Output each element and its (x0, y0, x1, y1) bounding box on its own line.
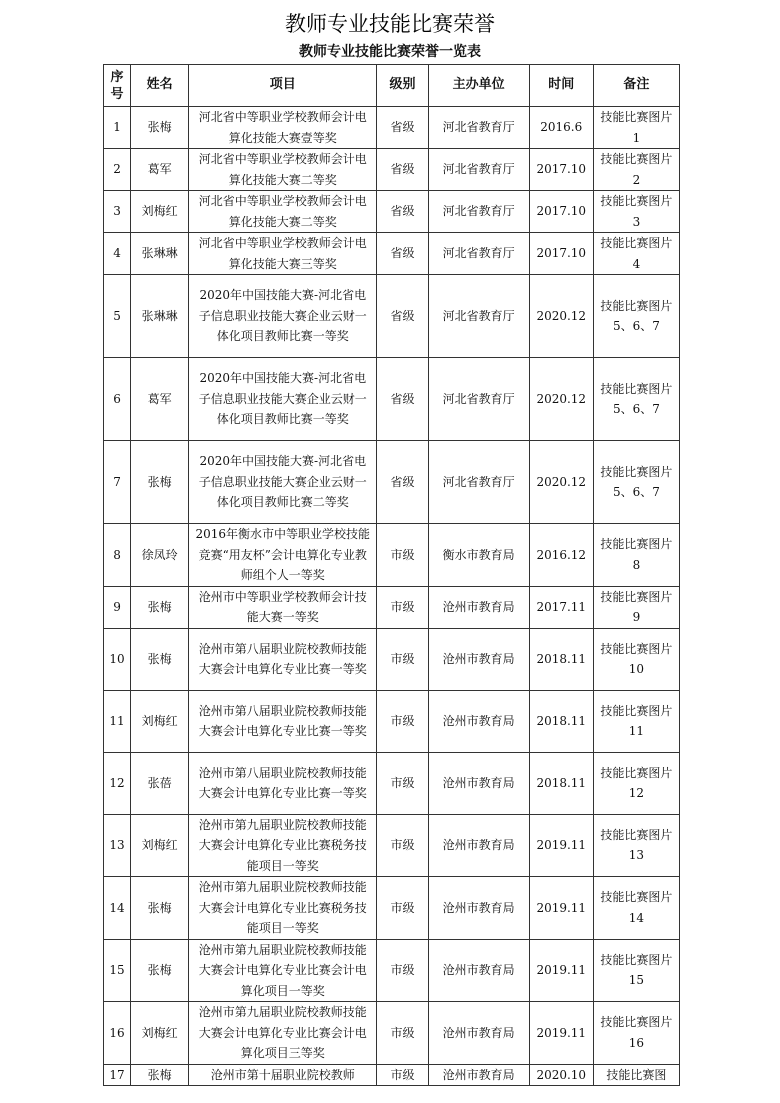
cell-item: 河北省中等职业学校教师会计电算化技能大赛二等奖 (189, 149, 377, 191)
cell-item: 2016年衡水市中等职业学校技能竞赛“用友杯”会计电算化专业教师组个人一等奖 (189, 524, 377, 587)
cell-id: 7 (104, 441, 131, 524)
cell-note: 技能比赛图片10 (593, 628, 679, 690)
cell-note: 技能比赛图片8 (593, 524, 679, 587)
cell-item: 沧州市第八届职业院校教师技能大赛会计电算化专业比赛一等奖 (189, 752, 377, 814)
table-row (104, 191, 680, 233)
cell-level: 市级 (377, 939, 428, 1002)
document-title: 教师专业技能比赛荣誉 (285, 12, 495, 36)
table-row (104, 1064, 680, 1086)
cell-name: 张琳琳 (131, 275, 189, 358)
cell-item: 沧州市第九届职业院校教师技能大赛会计电算化专业比赛会计电算化项目一等奖 (189, 939, 377, 1002)
table-row (104, 233, 680, 275)
table-row (104, 586, 680, 628)
cell-item: 2020年中国技能大赛-河北省电子信息职业技能大赛企业云财一体化项目教师比赛一等奖 (189, 275, 377, 358)
cell-name: 葛军 (131, 149, 189, 191)
table-row (104, 149, 680, 191)
cell-name: 刘梅红 (131, 1002, 189, 1065)
cell-item: 河北省中等职业学校教师会计电算化技能大赛二等奖 (189, 191, 377, 233)
header-item: 项目 (189, 65, 377, 107)
cell-id: 14 (104, 877, 131, 940)
cell-name: 张梅 (131, 586, 189, 628)
cell-time: 2019.11 (529, 939, 593, 1002)
header-level: 级别 (377, 65, 428, 107)
cell-id: 17 (104, 1064, 131, 1086)
cell-level: 市级 (377, 877, 428, 940)
cell-item: 沧州市中等职业学校教师会计技能大赛一等奖 (189, 586, 377, 628)
cell-level: 市级 (377, 1002, 428, 1065)
cell-name: 张梅 (131, 877, 189, 940)
cell-note: 技能比赛图片12 (593, 752, 679, 814)
cell-item: 沧州市第八届职业院校教师技能大赛会计电算化专业比赛一等奖 (189, 628, 377, 690)
cell-level: 省级 (377, 149, 428, 191)
table-body (104, 107, 680, 1086)
cell-time: 2018.11 (529, 690, 593, 752)
cell-level: 省级 (377, 358, 428, 441)
cell-note: 技能比赛图片9 (593, 586, 679, 628)
cell-org: 河北省教育厅 (428, 149, 529, 191)
cell-name: 张蓓 (131, 752, 189, 814)
cell-time: 2017.10 (529, 191, 593, 233)
cell-level: 市级 (377, 814, 428, 877)
cell-org: 沧州市教育局 (428, 877, 529, 940)
cell-time: 2018.11 (529, 752, 593, 814)
cell-note: 技能比赛图片3 (593, 191, 679, 233)
cell-time: 2017.11 (529, 586, 593, 628)
cell-time: 2020.12 (529, 275, 593, 358)
cell-level: 省级 (377, 275, 428, 358)
cell-name: 葛军 (131, 358, 189, 441)
cell-org: 河北省教育厅 (428, 358, 529, 441)
cell-id: 9 (104, 586, 131, 628)
header-id: 序号 (104, 65, 131, 107)
table-row (104, 814, 680, 877)
cell-id: 5 (104, 275, 131, 358)
cell-org: 沧州市教育局 (428, 1002, 529, 1065)
header-name: 姓名 (131, 65, 189, 107)
table-row (104, 690, 680, 752)
cell-item: 河北省中等职业学校教师会计电算化技能大赛壹等奖 (189, 107, 377, 149)
cell-name: 徐凤玲 (131, 524, 189, 587)
cell-level: 省级 (377, 107, 428, 149)
cell-id: 11 (104, 690, 131, 752)
cell-org: 沧州市教育局 (428, 752, 529, 814)
cell-org: 河北省教育厅 (428, 233, 529, 275)
table-row (104, 441, 680, 524)
cell-note: 技能比赛图片4 (593, 233, 679, 275)
cell-item: 沧州市第九届职业院校教师技能大赛会计电算化专业比赛会计电算化项目三等奖 (189, 1002, 377, 1065)
table-caption: 教师专业技能比赛荣誉一览表 (299, 44, 481, 60)
cell-level: 市级 (377, 628, 428, 690)
cell-level: 省级 (377, 191, 428, 233)
cell-time: 2017.10 (529, 233, 593, 275)
cell-note: 技能比赛图片13 (593, 814, 679, 877)
table-row (104, 628, 680, 690)
cell-note: 技能比赛图片14 (593, 877, 679, 940)
cell-org: 沧州市教育局 (428, 939, 529, 1002)
cell-org: 沧州市教育局 (428, 1064, 529, 1086)
table-row (104, 358, 680, 441)
header-time: 时间 (529, 65, 593, 107)
cell-id: 13 (104, 814, 131, 877)
cell-level: 市级 (377, 586, 428, 628)
cell-name: 张梅 (131, 441, 189, 524)
cell-item: 河北省中等职业学校教师会计电算化技能大赛三等奖 (189, 233, 377, 275)
cell-level: 市级 (377, 524, 428, 587)
cell-id: 4 (104, 233, 131, 275)
cell-note: 技能比赛图片16 (593, 1002, 679, 1065)
cell-org: 沧州市教育局 (428, 628, 529, 690)
cell-item: 2020年中国技能大赛-河北省电子信息职业技能大赛企业云财一体化项目教师比赛一等奖 (189, 358, 377, 441)
cell-name: 张梅 (131, 628, 189, 690)
cell-name: 张梅 (131, 1064, 189, 1086)
cell-note: 技能比赛图片5、6、7 (593, 358, 679, 441)
cell-time: 2020.12 (529, 358, 593, 441)
honors-table (103, 64, 680, 1086)
cell-id: 1 (104, 107, 131, 149)
cell-org: 河北省教育厅 (428, 107, 529, 149)
table-row (104, 275, 680, 358)
cell-time: 2018.11 (529, 628, 593, 690)
table-row (104, 939, 680, 1002)
table-header-row (104, 65, 680, 107)
cell-org: 沧州市教育局 (428, 586, 529, 628)
cell-item: 沧州市第九届职业院校教师技能大赛会计电算化专业比赛税务技能项目一等奖 (189, 877, 377, 940)
cell-org: 衡水市教育局 (428, 524, 529, 587)
table-row (104, 524, 680, 587)
cell-id: 3 (104, 191, 131, 233)
cell-note: 技能比赛图片15 (593, 939, 679, 1002)
cell-time: 2016.6 (529, 107, 593, 149)
cell-note: 技能比赛图片2 (593, 149, 679, 191)
cell-level: 市级 (377, 1064, 428, 1086)
cell-id: 10 (104, 628, 131, 690)
cell-time: 2016.12 (529, 524, 593, 587)
cell-id: 12 (104, 752, 131, 814)
cell-name: 刘梅红 (131, 690, 189, 752)
cell-name: 张梅 (131, 939, 189, 1002)
header-note: 备注 (593, 65, 679, 107)
cell-item: 2020年中国技能大赛-河北省电子信息职业技能大赛企业云财一体化项目教师比赛二等奖 (189, 441, 377, 524)
table-row (104, 877, 680, 940)
cell-org: 河北省教育厅 (428, 191, 529, 233)
cell-note: 技能比赛图片5、6、7 (593, 275, 679, 358)
cell-level: 省级 (377, 233, 428, 275)
cell-id: 6 (104, 358, 131, 441)
cell-item: 沧州市第九届职业院校教师技能大赛会计电算化专业比赛税务技能项目一等奖 (189, 814, 377, 877)
cell-item: 沧州市第八届职业院校教师技能大赛会计电算化专业比赛一等奖 (189, 690, 377, 752)
table-row (104, 107, 680, 149)
cell-time: 2019.11 (529, 1002, 593, 1065)
cell-note: 技能比赛图片5、6、7 (593, 441, 679, 524)
table-row (104, 1002, 680, 1065)
cell-org: 沧州市教育局 (428, 814, 529, 877)
cell-note: 技能比赛图片11 (593, 690, 679, 752)
table-row (104, 752, 680, 814)
cell-note: 技能比赛图片1 (593, 107, 679, 149)
cell-note: 技能比赛图 (593, 1064, 679, 1086)
cell-name: 刘梅红 (131, 191, 189, 233)
cell-level: 市级 (377, 690, 428, 752)
cell-level: 市级 (377, 752, 428, 814)
cell-id: 16 (104, 1002, 131, 1065)
cell-name: 张梅 (131, 107, 189, 149)
header-org: 主办单位 (428, 65, 529, 107)
cell-name: 刘梅红 (131, 814, 189, 877)
cell-org: 沧州市教育局 (428, 690, 529, 752)
cell-time: 2020.10 (529, 1064, 593, 1086)
cell-id: 15 (104, 939, 131, 1002)
cell-id: 2 (104, 149, 131, 191)
cell-org: 河北省教育厅 (428, 275, 529, 358)
cell-time: 2019.11 (529, 814, 593, 877)
cell-item: 沧州市第十届职业院校教师 (189, 1064, 377, 1086)
cell-org: 河北省教育厅 (428, 441, 529, 524)
cell-name: 张琳琳 (131, 233, 189, 275)
cell-id: 8 (104, 524, 131, 587)
cell-time: 2017.10 (529, 149, 593, 191)
cell-time: 2019.11 (529, 877, 593, 940)
cell-time: 2020.12 (529, 441, 593, 524)
cell-level: 省级 (377, 441, 428, 524)
